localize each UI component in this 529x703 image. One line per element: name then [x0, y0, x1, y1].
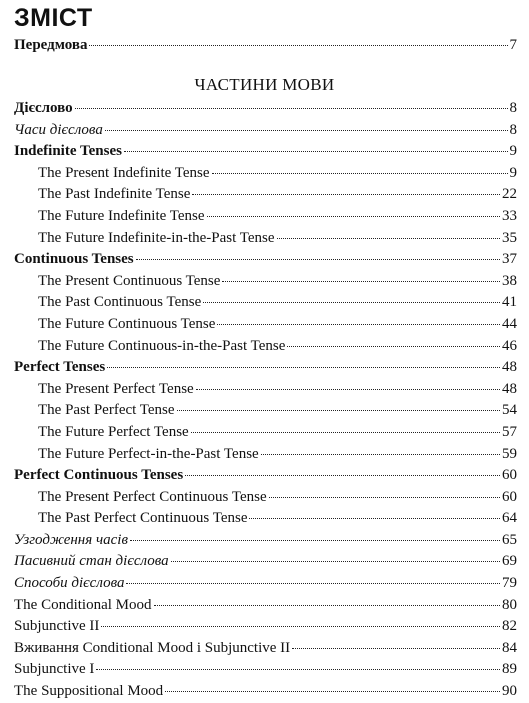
dot-leader [136, 244, 500, 260]
dot-leader [287, 331, 500, 347]
toc-entry-label: The Past Continuous Tense [38, 294, 202, 311]
dot-leader [222, 266, 500, 282]
toc-entry-label: The Past Indefinite Tense [38, 186, 191, 203]
dot-leader [196, 374, 500, 390]
toc-list [0, 96, 529, 701]
dot-leader [101, 611, 500, 627]
dot-leader [130, 525, 500, 541]
toc-entry-label: Способи дієслова [14, 575, 125, 592]
toc-entry-label: The Future Indefinite-in-the-Past Tense [38, 229, 275, 246]
toc-entry-label: The Future Continuous-in-the-Past Tense [38, 337, 286, 354]
toc-entry-label: The Future Continuous Tense [38, 315, 216, 332]
dot-leader [126, 568, 500, 584]
dot-leader [177, 395, 500, 411]
toc-entry-page: 59 [502, 445, 517, 462]
toc-entry-label: The Past Perfect Tense [38, 402, 175, 419]
dot-leader [292, 633, 500, 649]
toc-entry-label: Пасивний стан дієслова [14, 553, 169, 570]
toc-entry-page: 38 [502, 272, 517, 289]
toc-entry-page: 9 [509, 143, 517, 160]
toc-entry-label: Continuous Tenses [14, 251, 134, 268]
dot-leader [212, 158, 508, 174]
dot-leader [203, 287, 500, 303]
toc-entry-page: 8 [509, 100, 517, 116]
toc-entry-page: 46 [502, 337, 517, 354]
toc-entry-page: 60 [502, 467, 517, 484]
toc-entry-page: 9 [509, 164, 517, 181]
dot-leader [124, 136, 508, 152]
dot-leader [249, 503, 500, 519]
toc-entry-page: 90 [502, 683, 517, 700]
toc-entry-page: 84 [502, 639, 517, 656]
toc-entry-page: 22 [502, 186, 517, 203]
section-heading: ЧАСТИНИ МОВИ [194, 75, 335, 94]
toc-entry-page: 57 [502, 423, 517, 440]
toc-entry-label: The Future Perfect-in-the-Past Tense [38, 445, 259, 462]
toc-entry-label: Часи дієслова [14, 121, 103, 138]
dot-leader [261, 439, 500, 455]
page-title: ЗМІСТ [14, 4, 93, 32]
toc-entry-label: Дієслово [14, 100, 73, 116]
dot-leader [96, 654, 500, 670]
toc-entry-label: The Present Continuous Tense [38, 272, 221, 289]
dot-leader [171, 546, 500, 562]
dot-leader [75, 93, 508, 109]
toc-entry-page: 64 [502, 510, 517, 527]
dot-leader [165, 676, 500, 692]
dot-leader [277, 223, 500, 239]
toc-entry-label: Передмова [14, 37, 88, 53]
toc-entry-label: The Conditional Mood [14, 596, 152, 613]
toc-entry-label: Вживання Conditional Mood і Subjunctive II [14, 639, 291, 656]
toc-entry-label: The Future Indefinite Tense [38, 207, 205, 224]
toc-entry-preface [14, 33, 517, 55]
toc-entry-page: 48 [502, 380, 517, 397]
toc-entry-label: The Present Perfect Continuous Tense [38, 488, 267, 505]
dot-leader [269, 482, 500, 498]
toc-entry-page: 41 [502, 294, 517, 311]
dot-leader [154, 590, 501, 606]
dot-leader [207, 201, 500, 217]
toc-entry-page: 79 [502, 575, 517, 592]
toc-entry-label: The Suppositional Mood [14, 683, 164, 700]
toc-entry-page: 37 [502, 251, 517, 268]
toc-entry-page: 35 [502, 229, 517, 246]
dot-leader [192, 179, 500, 195]
dot-leader [89, 30, 507, 46]
toc-entry-label: The Past Perfect Continuous Tense [38, 510, 248, 527]
toc-entry-page: 80 [502, 596, 517, 613]
toc-entry-label: The Present Perfect Tense [38, 380, 194, 397]
toc-entry-page: 44 [502, 315, 517, 332]
toc-entry-label: Узгодження часів [14, 531, 128, 548]
dot-leader [191, 417, 500, 433]
toc-entry-label: Subjunctive II [14, 618, 100, 635]
toc-entry-label: The Present Indefinite Tense [38, 164, 210, 181]
toc-entry-label: Perfect Continuous Tenses [14, 467, 184, 484]
dot-leader [105, 115, 508, 131]
toc-entry-label: The Future Perfect Tense [38, 423, 189, 440]
toc-entry-page: 7 [509, 37, 517, 53]
toc-entry-page: 48 [502, 359, 517, 376]
toc-entry-page: 33 [502, 207, 517, 224]
toc-entry-page: 60 [502, 488, 517, 505]
dot-leader [107, 352, 500, 368]
toc-entry-page: 89 [502, 661, 517, 678]
toc-entry-label: Subjunctive I [14, 661, 95, 678]
dot-leader [217, 309, 500, 325]
toc-entry-label: Indefinite Tenses [14, 143, 122, 160]
dot-leader [185, 460, 500, 476]
toc-entry-page: 69 [502, 553, 517, 570]
toc-entry-page: 8 [509, 121, 517, 138]
toc-entry-page: 65 [502, 531, 517, 548]
toc-entry-page: 54 [502, 402, 517, 419]
toc-entry [14, 679, 517, 701]
toc-entry-page: 82 [502, 618, 517, 635]
toc-entry-label: Perfect Tenses [14, 359, 106, 376]
